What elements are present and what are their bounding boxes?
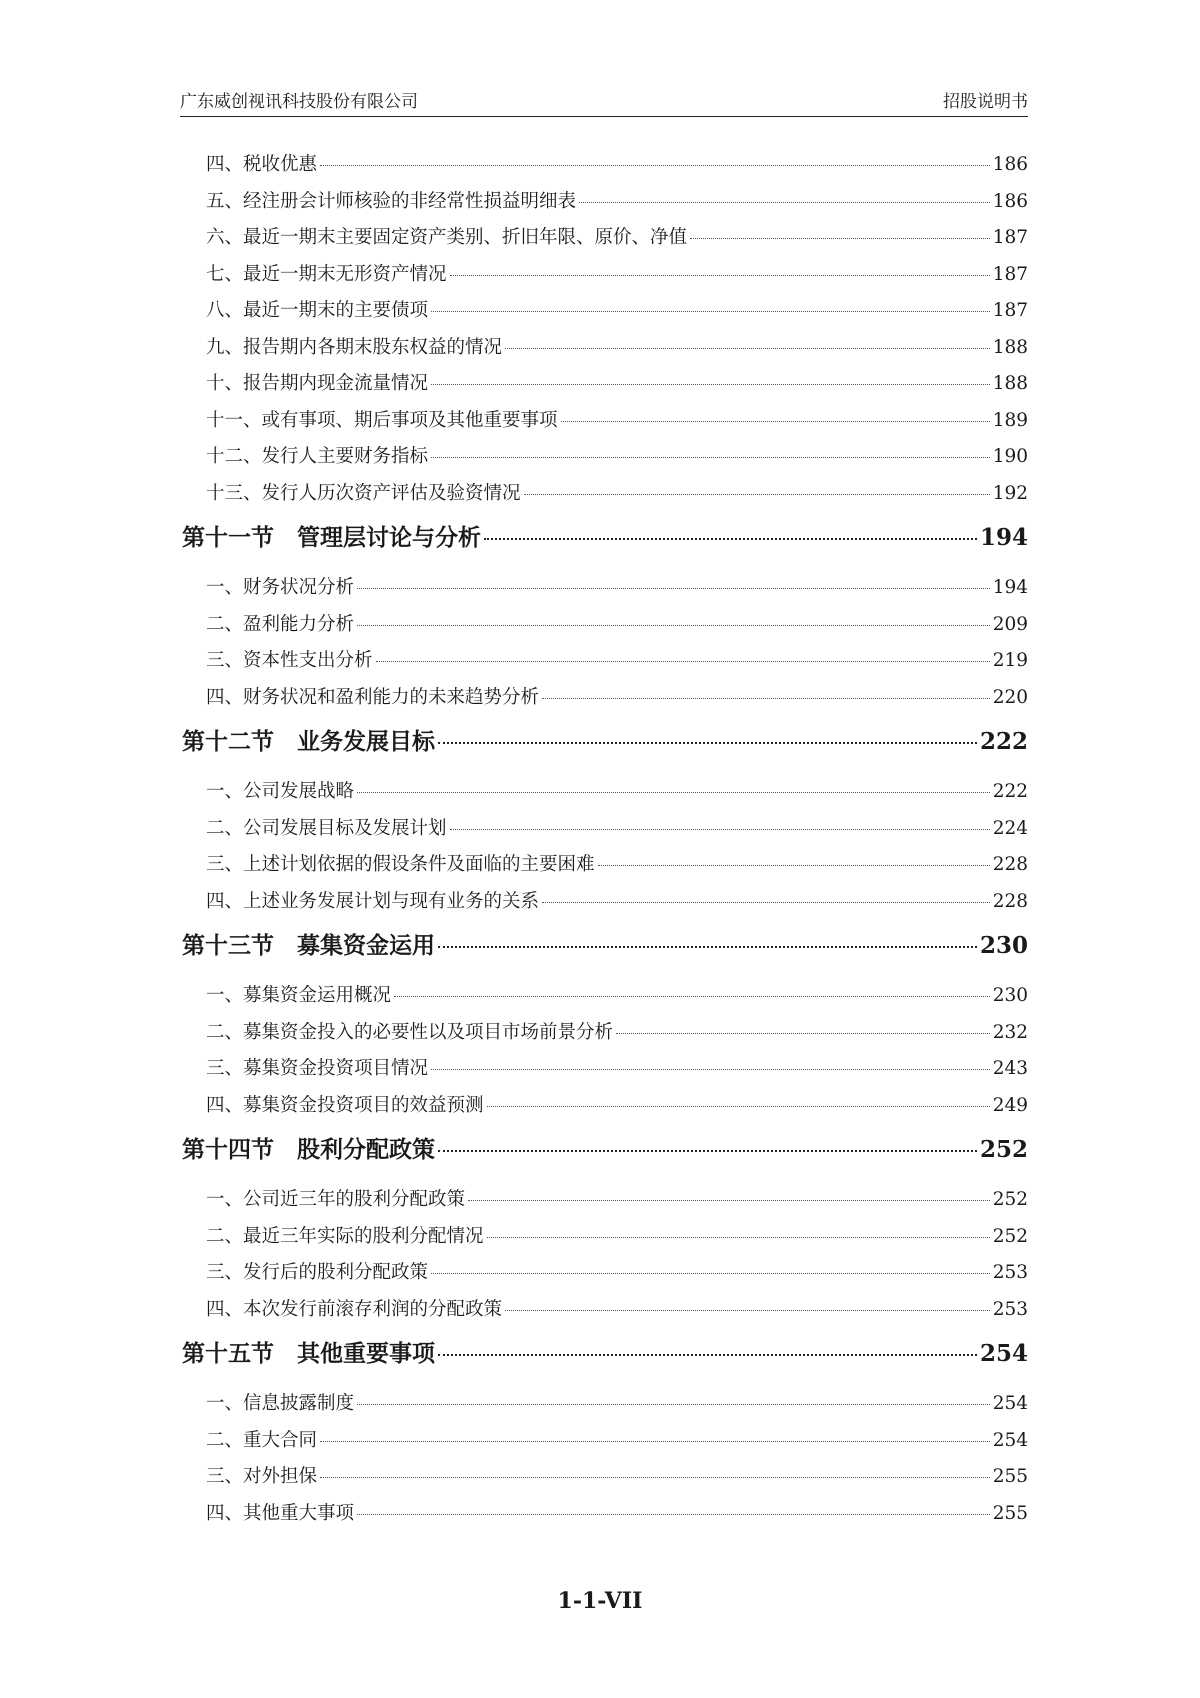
- toc-entry[interactable]: [182, 1462, 1028, 1499]
- toc-title: 一、财务状况分析: [206, 577, 355, 598]
- toc-entry[interactable]: [182, 610, 1028, 647]
- toc-leader-dots: [438, 946, 977, 948]
- toc-page-number: 186: [992, 154, 1028, 175]
- toc-leader-dots: [542, 902, 990, 903]
- toc-entry[interactable]: [182, 150, 1028, 187]
- toc-page-number: 253: [992, 1298, 1028, 1320]
- page-header: [180, 84, 1028, 117]
- toc-page-number: 188: [992, 373, 1028, 394]
- toc-title: 四、募集资金投资项目的效益预测: [206, 1094, 484, 1116]
- toc-entry[interactable]: [182, 479, 1028, 516]
- toc-title: 二、募集资金投入的必要性以及项目市场前景分析: [206, 1021, 614, 1043]
- toc-leader-dots: [431, 311, 990, 312]
- toc-entry[interactable]: [182, 814, 1028, 851]
- toc-page-number: 243: [992, 1058, 1028, 1079]
- toc-page-number: 230: [992, 985, 1028, 1006]
- toc-entry[interactable]: [182, 1091, 1028, 1128]
- toc-entry[interactable]: [182, 646, 1028, 683]
- toc-page-number: 252: [979, 1136, 1028, 1163]
- toc-entry[interactable]: [182, 1018, 1028, 1055]
- toc-leader-dots: [487, 1106, 990, 1107]
- toc-leader-dots: [505, 1310, 990, 1311]
- toc-leader-dots: [690, 238, 990, 239]
- toc-leader-dots: [431, 1069, 990, 1070]
- toc-leader-dots: [357, 625, 990, 626]
- toc-title: 二、重大合同: [206, 1429, 318, 1451]
- toc-page-number: 209: [992, 613, 1028, 635]
- toc-page-number: 187: [992, 227, 1028, 248]
- toc-title: 四、本次发行前滚存利润的分配政策: [206, 1298, 503, 1320]
- toc-entry[interactable]: [182, 573, 1028, 610]
- toc-leader-dots: [542, 698, 990, 699]
- toc-entry[interactable]: [182, 1258, 1028, 1295]
- toc-title: 二、盈利能力分析: [206, 613, 355, 635]
- toc-leader-dots: [431, 457, 990, 458]
- toc-leader-dots: [357, 792, 990, 793]
- toc-page-number: 224: [992, 817, 1028, 839]
- toc-leader-dots: [320, 1441, 990, 1442]
- toc-entry[interactable]: [182, 333, 1028, 370]
- toc-title: 四、上述业务发展计划与现有业务的关系: [206, 890, 540, 912]
- toc-entry[interactable]: [182, 187, 1028, 224]
- toc-page-number: 194: [979, 524, 1028, 551]
- toc-section[interactable]: [182, 927, 1028, 975]
- page-number: 1-1-VII: [557, 1588, 643, 1614]
- toc-page-number: 220: [992, 686, 1028, 708]
- toc-title: 第十五节 其他重要事项: [182, 1340, 435, 1367]
- toc-leader-dots: [561, 421, 990, 422]
- toc-title: 十一、或有事项、期后事项及其他重要事项: [206, 409, 558, 431]
- toc-entry[interactable]: [182, 1389, 1028, 1426]
- toc-page-number: 230: [979, 932, 1028, 959]
- table-of-contents: [182, 150, 1028, 1535]
- toc-leader-dots: [468, 1200, 990, 1201]
- toc-title: 三、上述计划依据的假设条件及面临的主要困难: [206, 854, 595, 875]
- toc-leader-dots: [487, 1237, 990, 1238]
- toc-leader-dots: [438, 1354, 977, 1356]
- toc-page-number: 253: [992, 1262, 1028, 1283]
- toc-page-number: 252: [992, 1225, 1028, 1247]
- toc-page-number: 255: [992, 1502, 1028, 1524]
- header-doc-type: 招股说明书: [943, 92, 1028, 112]
- toc-page-number: 249: [992, 1094, 1028, 1116]
- toc-page-number: 228: [992, 890, 1028, 912]
- toc-leader-dots: [431, 384, 990, 385]
- toc-title: 一、公司发展战略: [206, 781, 355, 802]
- toc-page-number: 189: [992, 409, 1028, 431]
- toc-title: 一、信息披露制度: [206, 1393, 355, 1414]
- toc-page-number: 186: [992, 190, 1028, 212]
- toc-page-number: 254: [979, 1340, 1028, 1367]
- toc-page-number: 190: [992, 446, 1028, 467]
- toc-entry[interactable]: [182, 369, 1028, 406]
- toc-title: 二、最近三年实际的股利分配情况: [206, 1225, 484, 1247]
- toc-title: 第十一节 管理层讨论与分析: [182, 524, 481, 551]
- toc-page-number: 232: [992, 1021, 1028, 1043]
- toc-entry[interactable]: [182, 981, 1028, 1018]
- toc-title: 第十二节 业务发展目标: [182, 728, 435, 755]
- toc-entry[interactable]: [182, 1185, 1028, 1222]
- toc-leader-dots: [357, 588, 990, 589]
- toc-leader-dots: [598, 865, 990, 866]
- toc-title: 五、经注册会计师核验的非经常性损益明细表: [206, 190, 577, 212]
- toc-entry[interactable]: [182, 1499, 1028, 1536]
- toc-title: 八、最近一期末的主要债项: [206, 300, 429, 321]
- toc-title: 第十四节 股利分配政策: [182, 1136, 435, 1163]
- toc-leader-dots: [357, 1404, 990, 1405]
- toc-page-number: 222: [979, 728, 1028, 755]
- toc-leader-dots: [579, 202, 990, 203]
- toc-page-number: 187: [992, 300, 1028, 321]
- toc-leader-dots: [616, 1033, 990, 1034]
- toc-entry[interactable]: [182, 850, 1028, 887]
- toc-entry[interactable]: [182, 1222, 1028, 1259]
- toc-entry[interactable]: [182, 260, 1028, 297]
- toc-section[interactable]: [182, 1131, 1028, 1179]
- toc-page-number: 254: [992, 1429, 1028, 1451]
- toc-entry[interactable]: [182, 1295, 1028, 1332]
- toc-leader-dots: [438, 1150, 977, 1152]
- toc-leader-dots: [431, 1273, 990, 1274]
- toc-leader-dots: [394, 996, 990, 997]
- toc-title: 四、税收优惠: [206, 154, 318, 175]
- toc-entry[interactable]: [182, 887, 1028, 924]
- toc-title: 第十三节 募集资金运用: [182, 932, 435, 959]
- toc-title: 十、报告期内现金流量情况: [206, 373, 429, 394]
- toc-leader-dots: [357, 1514, 990, 1515]
- toc-title: 三、发行后的股利分配政策: [206, 1262, 429, 1283]
- toc-title: 一、募集资金运用概况: [206, 985, 392, 1006]
- toc-page-number: 254: [992, 1393, 1028, 1414]
- toc-entry[interactable]: [182, 777, 1028, 814]
- toc-entry[interactable]: [182, 223, 1028, 260]
- toc-leader-dots: [505, 348, 990, 349]
- toc-page-number: 187: [992, 263, 1028, 285]
- toc-page-number: 188: [992, 336, 1028, 358]
- toc-section[interactable]: [182, 519, 1028, 567]
- toc-title: 二、公司发展目标及发展计划: [206, 817, 447, 839]
- header-company: 广东威创视讯科技股份有限公司: [180, 92, 418, 112]
- toc-title: 三、对外担保: [206, 1466, 318, 1487]
- toc-page-number: 228: [992, 854, 1028, 875]
- toc-leader-dots: [320, 1477, 990, 1478]
- toc-title: 十二、发行人主要财务指标: [206, 446, 429, 467]
- toc-leader-dots: [450, 829, 990, 830]
- toc-title: 十三、发行人历次资产评估及验资情况: [206, 482, 521, 504]
- toc-title: 九、报告期内各期末股东权益的情况: [206, 336, 503, 358]
- toc-title: 四、财务状况和盈利能力的未来趋势分析: [206, 686, 540, 708]
- toc-title: 三、资本性支出分析: [206, 650, 373, 671]
- toc-title: 一、公司近三年的股利分配政策: [206, 1189, 466, 1210]
- toc-title: 六、最近一期末主要固定资产类别、折旧年限、原价、净值: [206, 227, 688, 248]
- toc-entry[interactable]: [182, 1054, 1028, 1091]
- toc-page-number: 219: [992, 650, 1028, 671]
- toc-leader-dots: [320, 165, 990, 166]
- toc-entry[interactable]: [182, 296, 1028, 333]
- toc-section[interactable]: [182, 1335, 1028, 1383]
- toc-title: 七、最近一期末无形资产情况: [206, 263, 447, 285]
- toc-section[interactable]: [182, 723, 1028, 771]
- toc-page-number: 252: [992, 1189, 1028, 1210]
- toc-page-number: 222: [992, 781, 1028, 802]
- toc-page-number: 192: [992, 482, 1028, 504]
- toc-leader-dots: [484, 538, 977, 540]
- toc-entry[interactable]: [182, 406, 1028, 443]
- toc-entry[interactable]: [182, 1426, 1028, 1463]
- toc-leader-dots: [376, 661, 990, 662]
- toc-leader-dots: [438, 742, 977, 744]
- toc-title: 四、其他重大事项: [206, 1502, 355, 1524]
- toc-page-number: 255: [992, 1466, 1028, 1487]
- toc-leader-dots: [450, 275, 990, 276]
- toc-entry[interactable]: [182, 683, 1028, 720]
- toc-title: 三、募集资金投资项目情况: [206, 1058, 429, 1079]
- toc-entry[interactable]: [182, 442, 1028, 479]
- toc-page-number: 194: [992, 577, 1028, 598]
- toc-leader-dots: [524, 494, 990, 495]
